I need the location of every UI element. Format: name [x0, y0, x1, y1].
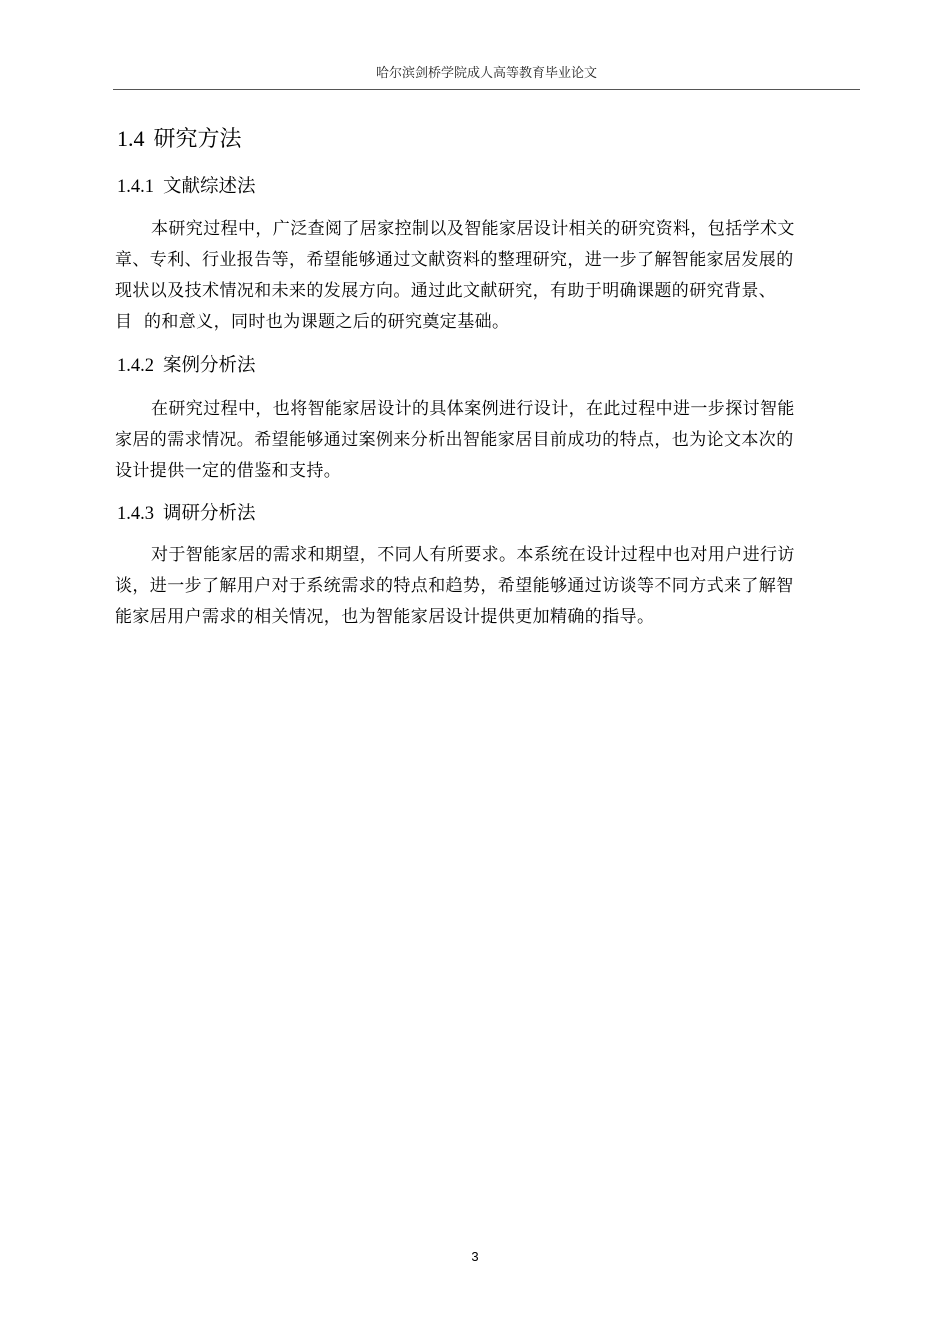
section-title: 研究方法	[153, 127, 242, 152]
subsection-heading-survey-analysis	[117, 501, 256, 527]
subsection-heading-case-analysis	[117, 353, 256, 379]
paragraph-line: 家居的需求情况。希望能够通过案例来分析出智能家居目前成功的特点，也为论文本次的	[115, 430, 794, 450]
subsection-number: 1.4.3	[117, 504, 154, 524]
header-rule	[113, 89, 860, 90]
subsection-heading-literature-review	[117, 174, 256, 200]
paragraph-line: 目 的和意义，同时也为课题之后的研究奠定基础。	[115, 312, 510, 332]
section-number: 1.4	[117, 126, 145, 151]
paragraph-case-analysis	[115, 394, 862, 487]
running-header: 哈尔滨剑桥学院成人高等教育毕业论文	[375, 66, 597, 81]
paragraph-line: 本研究过程中，广泛查阅了居家控制以及智能家居设计相关的研究资料，包括学术文	[151, 219, 795, 239]
page-number: 3	[471, 1249, 479, 1264]
paragraph-line: 章、专利、行业报告等，希望能够通过文献资料的整理研究，进一步了解智能家居发展的	[115, 250, 794, 270]
subsection-title: 调研分析法	[163, 503, 256, 524]
paragraph-line: 对于智能家居的需求和期望，不同人有所要求。本系统在设计过程中也对用户进行访	[151, 545, 795, 565]
subsection-title: 文献综述法	[163, 176, 256, 197]
subsection-title: 案例分析法	[163, 355, 256, 376]
paragraph-line: 现状以及技术情况和未来的发展方向。通过此文献研究，有助于明确课题的研究背景、	[115, 281, 777, 301]
paragraph-survey-analysis	[115, 540, 862, 633]
subsection-number: 1.4.1	[117, 177, 154, 197]
paragraph-literature-review	[115, 214, 862, 338]
section-heading	[117, 124, 242, 155]
paragraph-line: 在研究过程中，也将智能家居设计的具体案例进行设计，在此过程中进一步探讨智能	[151, 399, 795, 419]
paragraph-line: 谈，进一步了解用户对于系统需求的特点和趋势，希望能够通过访谈等不同方式来了解智	[115, 576, 794, 596]
subsection-number: 1.4.2	[117, 356, 154, 376]
paragraph-line: 能家居用户需求的相关情况，也为智能家居设计提供更加精确的指导。	[115, 607, 655, 627]
paragraph-line: 设计提供一定的借鉴和支持。	[115, 461, 342, 481]
